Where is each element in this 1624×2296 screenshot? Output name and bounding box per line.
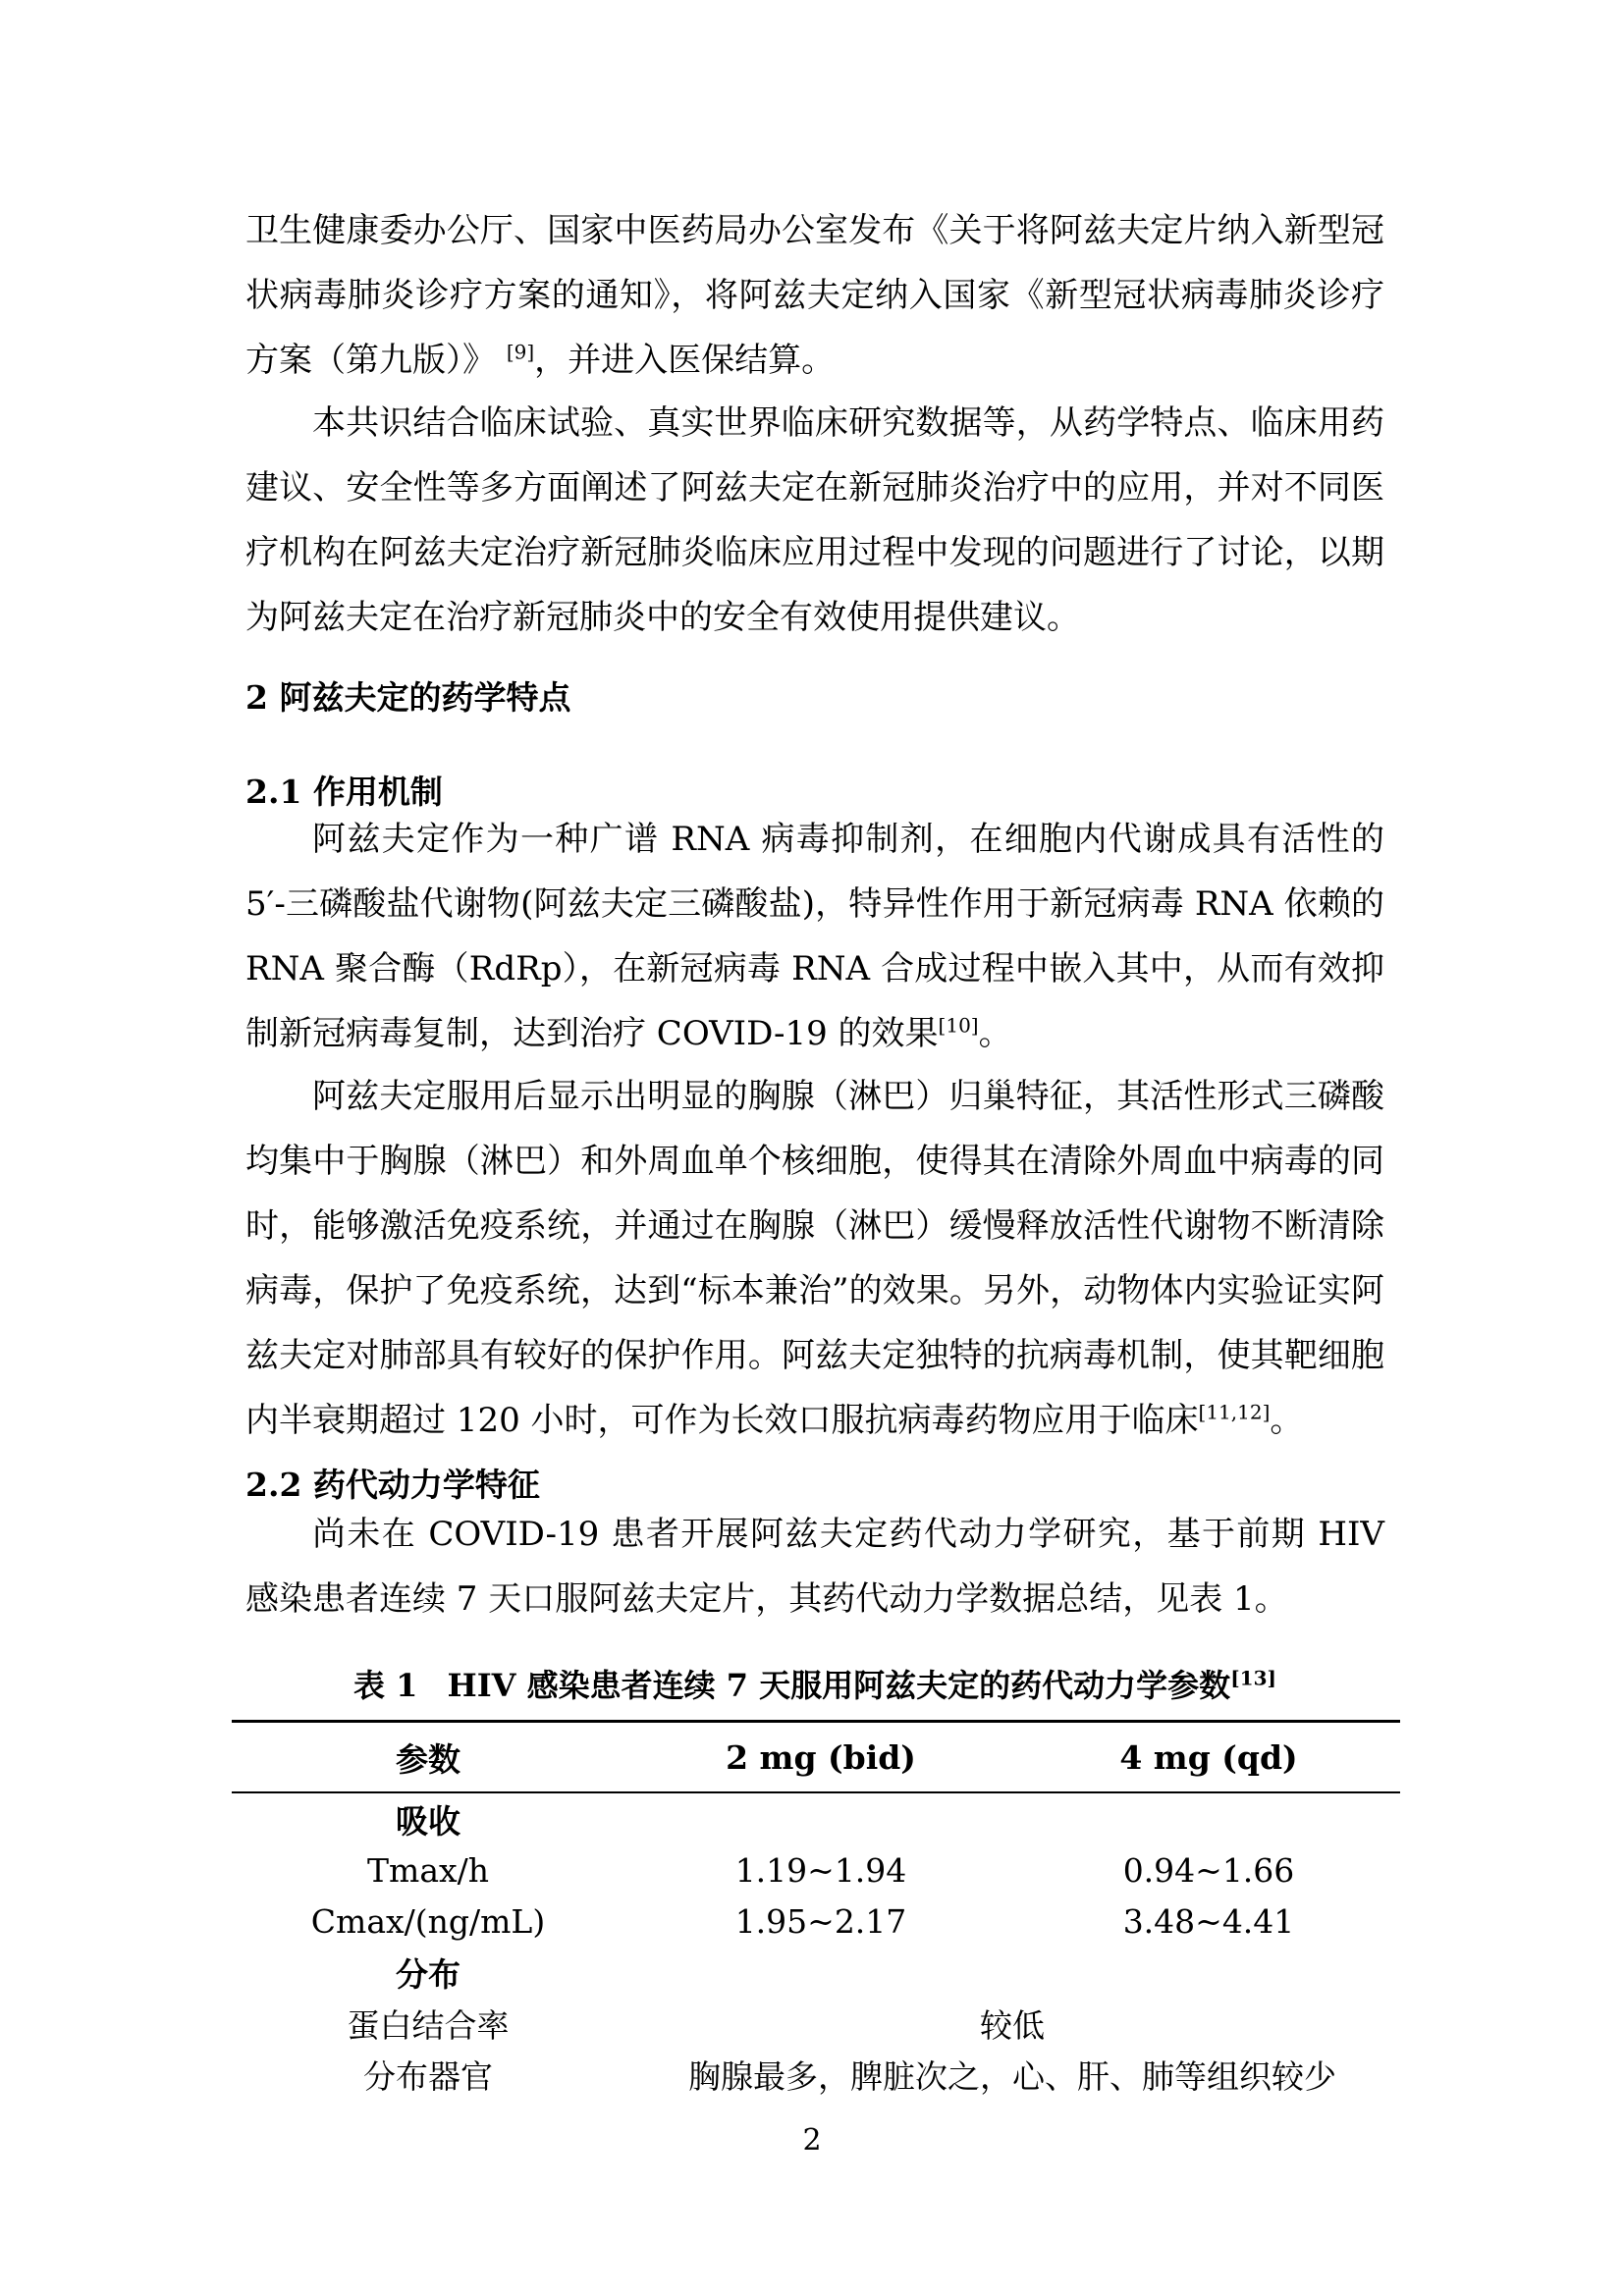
citation-ref: [13]: [1230, 1666, 1276, 1690]
header-cell: 参数: [396, 1739, 460, 1779]
table-cell: 胸腺最多，脾脏次之，心、肝、肺等组织较少: [688, 2056, 1336, 2096]
group-label-absorption: 吸收: [396, 1801, 460, 1841]
table-caption: [245, 1661, 1384, 1710]
section-heading-pharmaceutical-features: 2 阿兹夫定的药学特点: [245, 678, 571, 717]
citation-ref: [9]: [506, 340, 535, 364]
header-cell: 2 mg (bid): [726, 1737, 916, 1777]
table-cell: 1.95~2.17: [734, 1901, 907, 1941]
thymus-tail: 。: [1270, 1401, 1304, 1440]
table-header-row: [232, 1723, 1400, 1791]
group-label-distribution: 分布: [396, 1954, 460, 1994]
mechanism-paragraph: [245, 807, 1384, 1066]
citation-ref: [11,12]: [1198, 1400, 1271, 1424]
mechanism-tail: 。: [978, 1014, 1012, 1053]
table-row: [232, 1844, 1400, 1896]
table-row: [232, 1947, 1400, 1998]
subsection-heading-pharmacokinetics: 2.2 药代动力学特征: [245, 1466, 540, 1504]
table-cell: Cmax/(ng/mL): [310, 1901, 546, 1941]
table-cell: 1.19~1.94: [734, 1850, 907, 1890]
header-cell: 4 mg (qd): [1119, 1737, 1298, 1777]
table-cell: 3.48~4.41: [1122, 1901, 1295, 1941]
subsection-heading-mechanism: 2.1 作用机制: [245, 773, 443, 811]
table-row: [232, 2049, 1400, 2100]
table-row: [232, 1998, 1400, 2049]
table-caption-text: HIV 感染患者连续 7 天服用阿兹夫定的药代动力学参数: [447, 1667, 1231, 1704]
table-row: [232, 1793, 1400, 1844]
citation-ref: [10]: [938, 1013, 979, 1038]
pk-table: [232, 1720, 1400, 2100]
table-cell: Tmax/h: [367, 1850, 489, 1890]
table-caption-label: 表 1: [353, 1667, 418, 1704]
table-row: [232, 1896, 1400, 1947]
page-number: 2: [802, 2123, 822, 2158]
thymus-paragraph: [245, 1064, 1384, 1453]
table-cell: 蛋白结合率: [347, 2005, 510, 2045]
table-cell: 较低: [980, 2005, 1045, 2045]
mechanism-text: 阿兹夫定作为一种广谱 RNA 病毒抑制剂，在细胞内代谢成具有活性的 5′-三磷酸盐代谢物(阿兹夫定三磷酸盐)，特异性作用于新冠病毒 RNA 依赖的 RNA 聚合酶（RdRp），在新冠病毒 RNA 合成过程中嵌入其中，从而有效抑制新冠病毒复制，达到治疗 COVID-19 的效果: [245, 820, 1384, 1053]
consensus-paragraph: 本共识结合临床试验、真实世界临床研究数据等，从药学特点、临床用药建议、安全性等多方面阐述了阿兹夫定在新冠肺炎治疗中的应用，并对不同医疗机构在阿兹夫定治疗新冠肺炎临床应用过程中发现的问题进行了讨论，以期为阿兹夫定在治疗新冠肺炎中的安全有效使用提供建议。: [245, 403, 1384, 637]
thymus-text: 阿兹夫定服用后显示出明显的胸腺（淋巴）归巢特征，其活性形式三磷酸均集中于胸腺（淋巴）和外周血单个核细胞，使得其在清除外周血中病毒的同时，能够激活免疫系统，并通过在胸腺（淋巴）缓慢释放活性代谢物不断清除病毒，保护了免疫系统，达到“标本兼治”的效果。另外，动物体内实验证实阿兹夫定对肺部具有较好的保护作用。阿兹夫定独特的抗病毒机制，使其靶细胞内半衰期超过 120 小时，可作为长效口服抗病毒药物应用于临床: [245, 1077, 1384, 1440]
table-cell: 0.94~1.66: [1122, 1850, 1295, 1890]
table-cell: 分布器官: [363, 2056, 493, 2096]
intro-paragraph: [245, 198, 1384, 393]
intro-tail: ，并进入医保结算。: [534, 341, 836, 380]
intro-text: 卫生健康委办公厅、国家中医药局办公室发布《关于将阿兹夫定片纳入新型冠状病毒肺炎诊疗方案的通知》，将阿兹夫定纳入国家《新型冠状病毒肺炎诊疗方案（第九版）》: [245, 211, 1384, 380]
pk-paragraph: 尚未在 COVID-19 患者开展阿兹夫定药代动力学研究，基于前期 HIV 感染患者连续 7 天口服阿兹夫定片，其药代动力学数据总结，见表 1。: [245, 1515, 1384, 1619]
